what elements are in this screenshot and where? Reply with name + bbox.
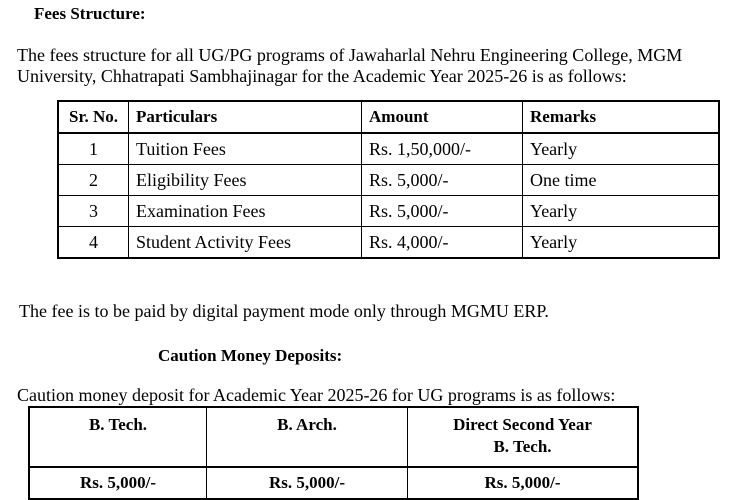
header-direct-second-year bbox=[408, 407, 639, 467]
amount-cell: Rs. 5,000/- bbox=[362, 165, 523, 196]
payment-note: The fee is to be paid by digital payment mode only through MGMU ERP. bbox=[19, 301, 549, 321]
table-row bbox=[58, 133, 719, 165]
header-sr-no: Sr. No. bbox=[58, 101, 129, 133]
fees-table bbox=[57, 100, 720, 259]
header-remarks: Remarks bbox=[523, 101, 720, 133]
remark-cell: Yearly bbox=[523, 133, 720, 165]
particular-cell: Student Activity Fees bbox=[129, 227, 362, 259]
header-direct-second-year-line1: Direct Second Year bbox=[453, 415, 592, 434]
amount-cell: Rs. 1,50,000/- bbox=[362, 133, 523, 165]
header-amount: Amount bbox=[362, 101, 523, 133]
table-row bbox=[58, 227, 719, 259]
header-direct-second-year-line2: B. Tech. bbox=[493, 437, 552, 456]
intro-line-2: University, Chhatrapati Sambhajinagar for the Academic Year 2025-26 is as follows: bbox=[17, 66, 627, 86]
btech-deposit-cell: Rs. 5,000/- bbox=[29, 467, 207, 499]
amount-cell: Rs. 4,000/- bbox=[362, 227, 523, 259]
barch-deposit-cell: Rs. 5,000/- bbox=[207, 467, 408, 499]
table-row bbox=[58, 196, 719, 227]
particular-cell: Eligibility Fees bbox=[129, 165, 362, 196]
sr-no-cell: 2 bbox=[58, 165, 129, 196]
fees-structure-heading: Fees Structure: bbox=[34, 4, 146, 23]
sr-no-cell: 1 bbox=[58, 133, 129, 165]
remark-cell: Yearly bbox=[523, 227, 720, 259]
caution-money-heading: Caution Money Deposits: bbox=[158, 346, 343, 365]
sr-no-cell: 4 bbox=[58, 227, 129, 259]
amount-cell: Rs. 5,000/- bbox=[362, 196, 523, 227]
intro-paragraph bbox=[17, 45, 682, 87]
header-btech: B. Tech. bbox=[29, 407, 207, 467]
sr-no-cell: 3 bbox=[58, 196, 129, 227]
table-row bbox=[29, 467, 638, 499]
caution-table bbox=[28, 406, 639, 500]
particular-cell: Examination Fees bbox=[129, 196, 362, 227]
table-row bbox=[58, 165, 719, 196]
remark-cell: Yearly bbox=[523, 196, 720, 227]
remark-cell: One time bbox=[523, 165, 720, 196]
caution-intro: Caution money deposit for Academic Year 2025-26 for UG programs is as follows: bbox=[17, 385, 616, 405]
intro-line-1: The fees structure for all UG/PG programs of Jawaharlal Nehru Engineering College, MGM bbox=[17, 45, 683, 65]
caution-table-header-row bbox=[29, 407, 638, 467]
particular-cell: Tuition Fees bbox=[129, 133, 362, 165]
header-particulars: Particulars bbox=[129, 101, 362, 133]
fees-table-header-row bbox=[58, 101, 719, 133]
direct-second-year-deposit-cell: Rs. 5,000/- bbox=[408, 467, 639, 499]
header-barch: B. Arch. bbox=[207, 407, 408, 467]
